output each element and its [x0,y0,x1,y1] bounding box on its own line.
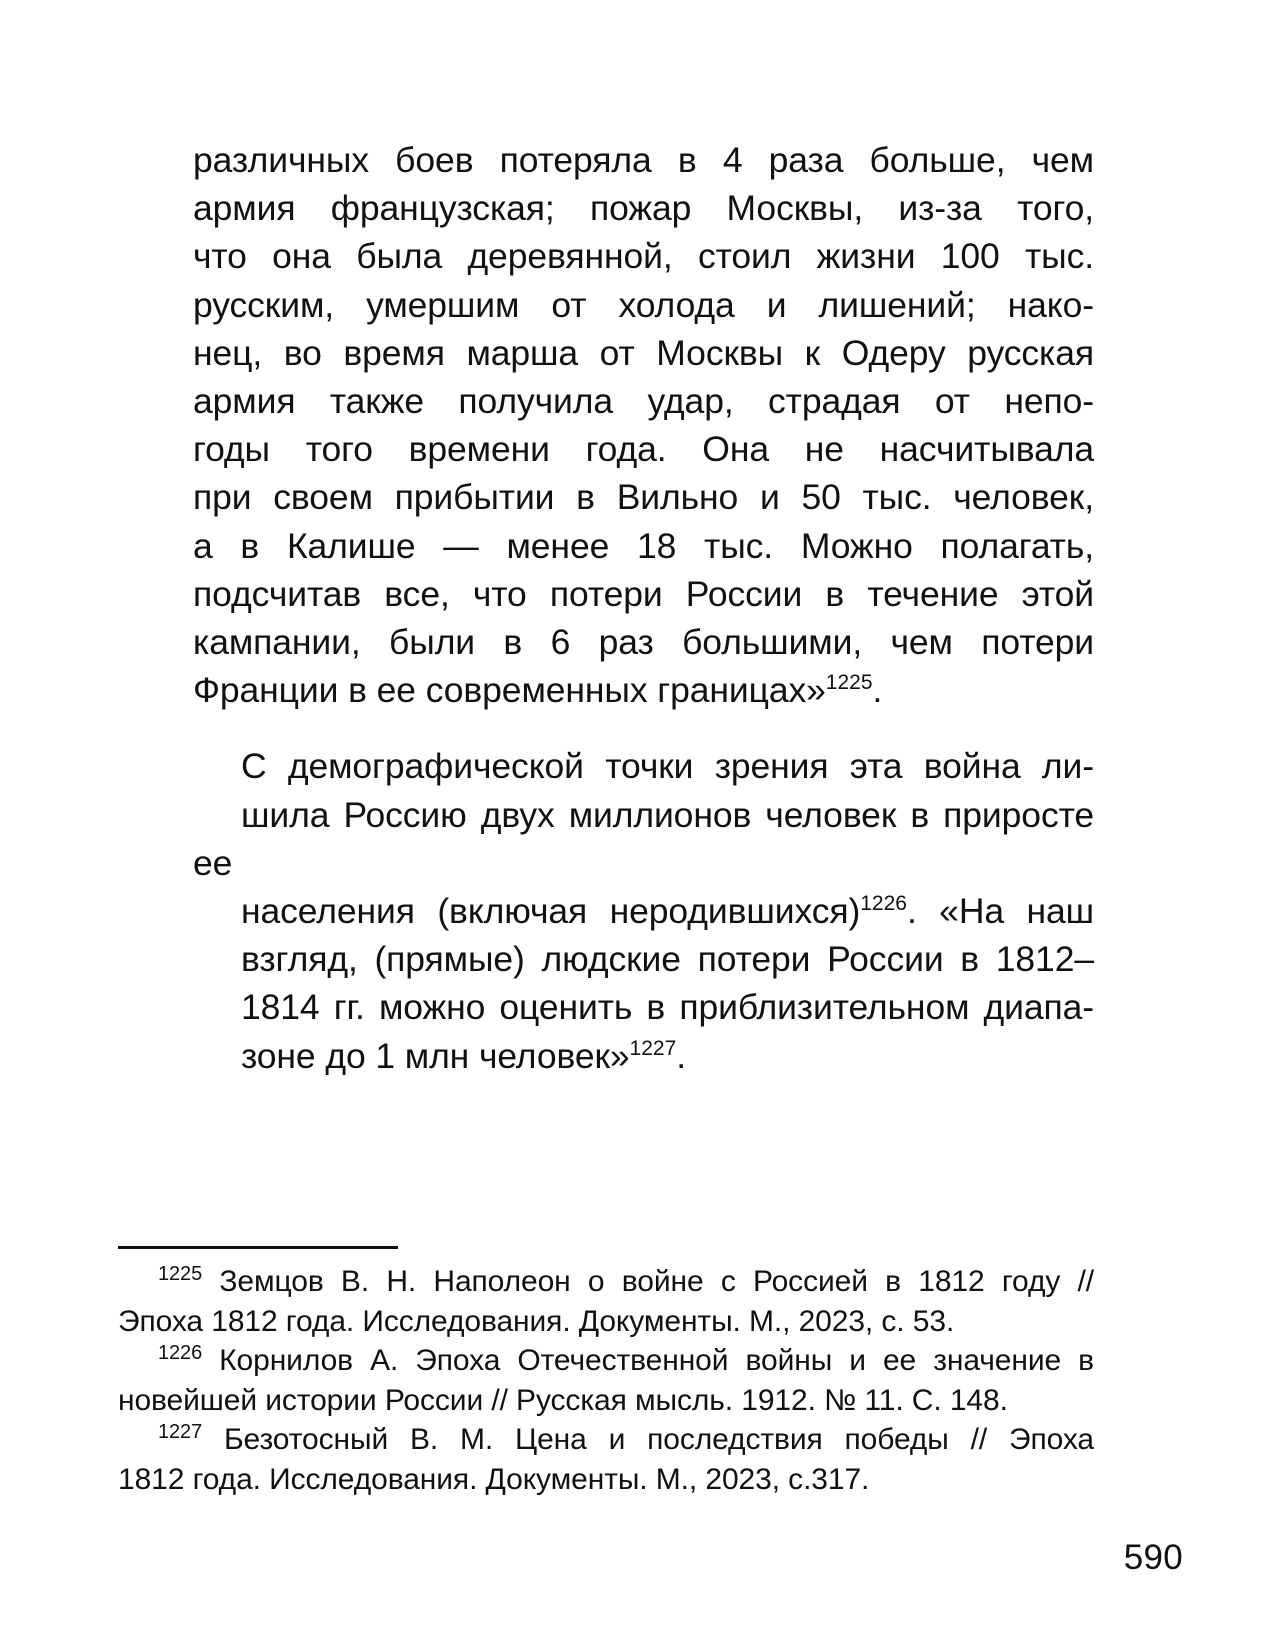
text-line-with-ref [193,887,1094,935]
footnote-text: Безотосный В. М. Цена и последствия победы // Эпоха [223,1423,1094,1456]
text-line: армия также получила удар, страдая от непо- [193,381,1094,422]
footnote-ref-1225[interactable]: 1225 [825,671,873,695]
line-tail: . [872,670,883,711]
text-line: что она была деревянной, стоил жизни 100 тыс. [193,236,1094,277]
paragraph-2 [193,742,1104,1079]
footnote-number-1225: 1225 [158,1263,203,1285]
line-tail: . [676,1035,687,1076]
text-line: различных боев потеряла в 4 раза больше, чем [193,140,1094,180]
text-line: кампании, были в 6 раз большими, чем потери [193,622,1094,663]
footnote-ref-1227[interactable]: 1227 [629,1036,677,1060]
line-continuation: . «На наш [906,891,1094,932]
body-text-block [193,136,1104,1080]
text-line: при своем прибытии в Вильно и 50 тыс. человек, [193,477,1094,518]
text-line-final [193,666,1094,714]
line-text: населения (включая неродившихся) [241,891,861,932]
text-line: взгляд, (прямые) людские потери России в 1812– [241,939,1094,980]
text-line: годы того времени года. Она не насчитывала [193,429,1094,470]
footnote-line: 1812 года. Исследования. Документы. М., 2023, с.317. [118,1462,870,1496]
page-number: 590 [1123,1538,1183,1577]
footnote-number-1227: 1227 [158,1421,203,1443]
line-text: зоне до 1 млн человек» [241,1035,630,1076]
footnote-separator-rule [118,1246,398,1249]
footnote-line [118,1341,1094,1381]
footnote-1227 [118,1420,1094,1499]
text-line: 1814 гг. можно оценить в приблизительном диапа- [241,987,1094,1028]
text-line: русским, умершим от холода и лишений; нако- [193,284,1094,325]
footnote-line: новейшей истории России // Русская мысль. 1912. № 11. С. 148. [118,1383,1008,1417]
paragraph-1 [193,136,1094,714]
footnotes-block [118,1262,1094,1499]
footnote-1226 [118,1341,1094,1420]
footnote-line [118,1420,1094,1460]
line-text: Франции в ее современных границах» [193,670,826,711]
text-line: шила Россию двух миллионов человек в приросте ее [193,794,1104,883]
text-line: а в Калише — менее 18 тыс. Можно полагать, [193,525,1094,566]
footnote-text: Корнилов А. Эпоха Отечественной войны и ее значение в [219,1344,1094,1377]
text-line: нец, во время марша от Москвы к Одеру русская [193,332,1094,373]
text-line: С демографической точки зрения эта война ли- [241,746,1094,787]
footnote-ref-1226[interactable]: 1226 [860,892,907,916]
footnote-line [118,1262,1094,1302]
footnote-text: Земцов В. Н. Наполеон о войне с Россией в 1812 году // [219,1265,1094,1298]
text-line-final [193,1032,1094,1080]
text-line: армия французская; пожар Москвы, из-за того, [193,188,1094,229]
footnote-number-1226: 1226 [158,1342,203,1364]
footnote-1225 [118,1262,1094,1341]
footnote-line: Эпоха 1812 года. Исследования. Документы. М., 2023, с. 53. [118,1304,955,1338]
text-line: подсчитав все, что потери России в течение этой [193,573,1094,614]
